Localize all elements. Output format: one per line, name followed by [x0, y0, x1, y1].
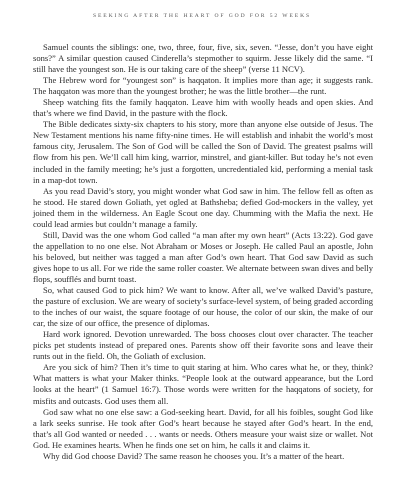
paragraph: Why did God choose David? The same reason he chooses you. It’s a matter of the heart. [43, 450, 345, 461]
paragraph: Sheep watching fits the family haqqaton. Leave him with woolly heads and open skies. And that’s where we find David, in the pasture with the flock. [33, 97, 373, 119]
running-head: SEEKING AFTER THE HEART OF GOD FOR 52 WEEKS [92, 13, 312, 19]
paragraph: The Bible dedicates sixty-six chapters to his story, more than anyone else outside of Jesus. The New Testament mentions his name fifty-nine times. He will establish and inhabit the world’s most famous city, Jerusalem. The Son of God will be called the Son of David. The greatest psalms will flow from his pen. We’ll call him king, warrior, minstrel, and giant-killer. But today he’s not even included in the family meeting; he’s just a forgotten, uncredentialed kid, performing a menial task in a map-dot town. [33, 119, 373, 185]
paragraph: The Hebrew word for “youngest son” is haqqaton. It implies more than age; it suggests rank. The haqqaton was more than the youngest brother; he was the little brother—the runt. [33, 75, 373, 97]
paragraph: God saw what no one else saw: a God-seeking heart. David, for all his foibles, sought God like a lark seeks sunrise. He took after God’s heart because he stayed after God’s heart. In the end, that’s all God wanted or needed . . . wants or needs. Others measure your waist size or wallet. Not God. He examines hearts. When he finds one set on him, he calls it and claims it. [33, 406, 373, 450]
paragraph: As you read David’s story, you might wonder what God saw in him. The fellow fell as often as he stood. He stared down Goliath, yet ogled at Bathsheba; defied God-mockers in the valley, yet joined them in the wilderness. An Eagle Scout one day. Chumming with the Mafia the next. He could lead armies but couldn’t manage a family. [33, 185, 373, 229]
paragraph: So, what caused God to pick him? We want to know. After all, we’ve walked David’s pasture, the pasture of exclusion. We are weary of society’s surface-level system, of being graded according to the inches of our waist, the square footage of our house, the color of our skin, the make of our car, the size of our office, the presence of diplomas. [33, 285, 373, 329]
body-text [33, 42, 373, 462]
paragraph: Samuel counts the siblings: one, two, three, four, five, six, seven. “Jesse, don’t you have eight sons?” A similar question caused Cinderella’s stepmother to squirm. Jesse likely did the same. “I still have the youngest son. He is our taking care of the sheep” (verse 11 NCV). [33, 42, 373, 75]
paragraph: Are you sick of him? Then it’s time to quit staring at him. Who cares what he, or they, think? What matters is what your Maker thinks. “People look at the outward appearance, but the Lord looks at the heart” (1 Samuel 16:7). Those words were written for the haqqatons of society, for misfits and outcasts. God uses them all. [33, 362, 373, 406]
paragraph: Hard work ignored. Devotion unrewarded. The boss chooses clout over character. The teacher picks pet students instead of prepared ones. Parents show off their favorite sons and leave their runts out in the field. Oh, the Goliath of exclusion. [33, 329, 373, 362]
paragraph: Still, David was the one whom God called “a man after my own heart” (Acts 13:22). God gave the appellation to no one else. Not Abraham or Moses or Joseph. He called Paul an apostle, John his beloved, but neither was tagged a man after God’s own heart. That God saw David as such gives hope to us all. For we ride the same roller coaster. We alternate between swan dives and belly flops, soufflés and burnt toast. [33, 229, 373, 284]
